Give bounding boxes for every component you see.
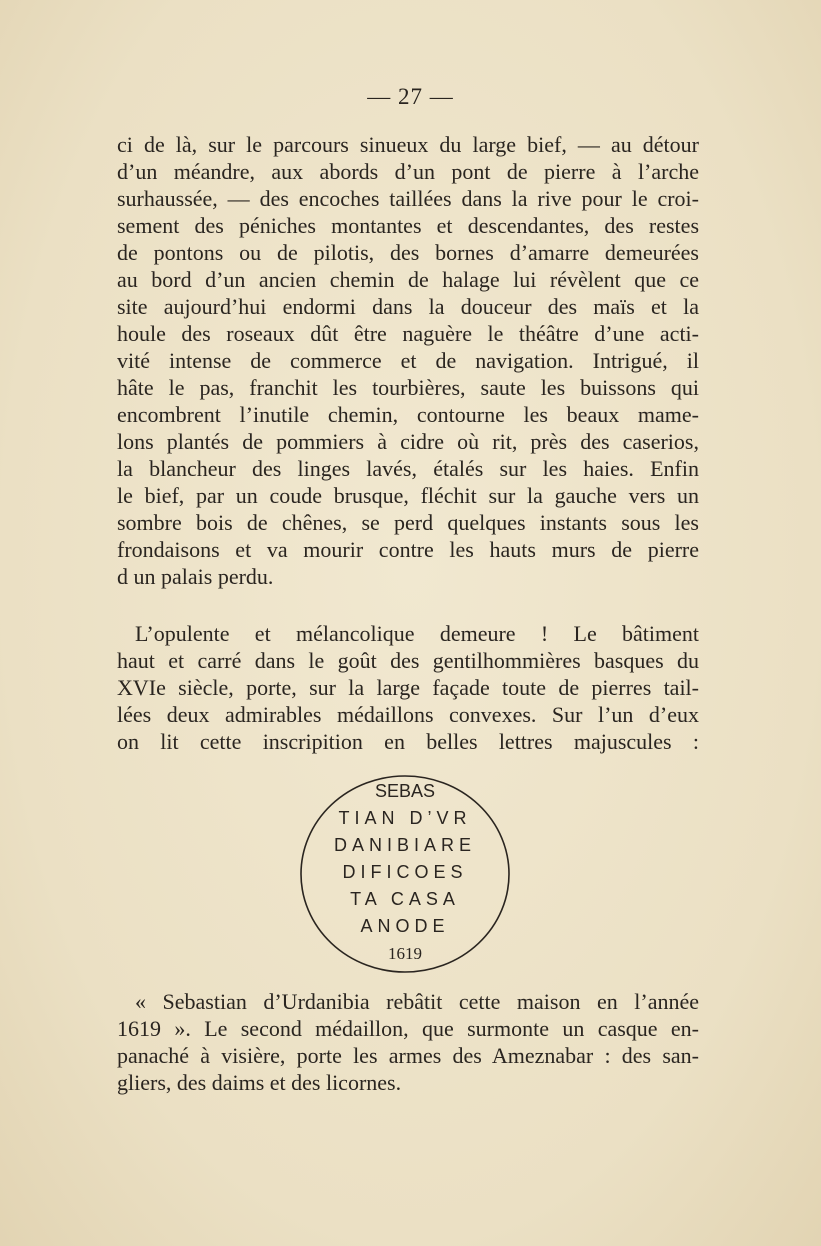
- paragraph-2: [117, 620, 699, 755]
- text-line: panaché à visière, porte les armes des Ameznabar : des san-: [117, 1043, 699, 1068]
- paragraph-3: [117, 988, 699, 1096]
- text-line: houle des roseaux dût être naguère le théâtre d’une acti-: [117, 321, 699, 346]
- text-line: L’opulente et mélancolique demeure ! Le bâtiment: [135, 621, 699, 646]
- text-line: frondaisons et va mourir contre les hauts murs de pierre: [117, 537, 699, 562]
- text-line: lées deux admirables médaillons convexes. Sur l’un d’eux: [117, 702, 699, 727]
- text-line: sement des péniches montantes et descendantes, des restes: [117, 213, 699, 238]
- page-number: — 27 —: [367, 84, 454, 109]
- medallion-inscription: [296, 772, 514, 976]
- text-line: ci de là, sur le parcours sinueux du large bief, — au détour: [117, 132, 699, 157]
- text-line: surhaussée, — des encoches taillées dans la rive pour le croi-: [117, 186, 699, 211]
- text-line: gliers, des daims et des licornes.: [117, 1070, 402, 1095]
- medallion-line: TIAN D’VR: [338, 808, 472, 828]
- text-line: sombre bois de chênes, se perd quelques instants sous les: [117, 510, 699, 535]
- text-line: lons plantés de pommiers à cidre où rit, près des caserios,: [117, 429, 699, 454]
- text-line: au bord d’un ancien chemin de halage lui révèlent que ce: [117, 267, 699, 292]
- text-line: d’un méandre, aux abords d’un pont de pierre à l’arche: [117, 159, 699, 184]
- medallion-line: ANODE: [360, 916, 450, 936]
- text-line: site aujourd’hui endormi dans la douceur des maïs et la: [117, 294, 699, 319]
- text-line: haut et carré dans le goût des gentilhommières basques du: [117, 648, 699, 673]
- medallion-line: DIFICOES: [342, 862, 468, 882]
- medallion-line: TA CASA: [350, 889, 460, 909]
- paragraph-1: [117, 131, 699, 590]
- text-line: XVIe siècle, porte, sur la large façade toute de pierres tail-: [117, 675, 699, 700]
- text-line: 1619 ». Le second médaillon, que surmonte un casque en-: [117, 1016, 699, 1041]
- text-line: de pontons ou de pilotis, des bornes d’amarre demeurées: [117, 240, 699, 265]
- medallion-date: 1619: [388, 944, 422, 963]
- text-line: vité intense de commerce et de navigation. Intrigué, il: [117, 348, 699, 373]
- text-line: « Sebastian d’Urdanibia rebâtit cette maison en l’année: [135, 989, 699, 1014]
- text-line: encombrent l’inutile chemin, contourne les beaux mame-: [117, 402, 699, 427]
- text-line: hâte le pas, franchit les tourbières, saute les buissons qui: [117, 375, 699, 400]
- text-line: d un palais perdu.: [117, 564, 274, 589]
- text-line: on lit cette inscripition en belles lettres majuscules :: [117, 729, 699, 754]
- text-line: le bief, par un coude brusque, fléchit sur la gauche vers un: [117, 483, 699, 508]
- text-line: la blancheur des linges lavés, étalés sur les haies. Enfin: [117, 456, 699, 481]
- medallion-line: SEBAS: [374, 781, 436, 801]
- medallion-line: DANIBIARE: [333, 835, 477, 855]
